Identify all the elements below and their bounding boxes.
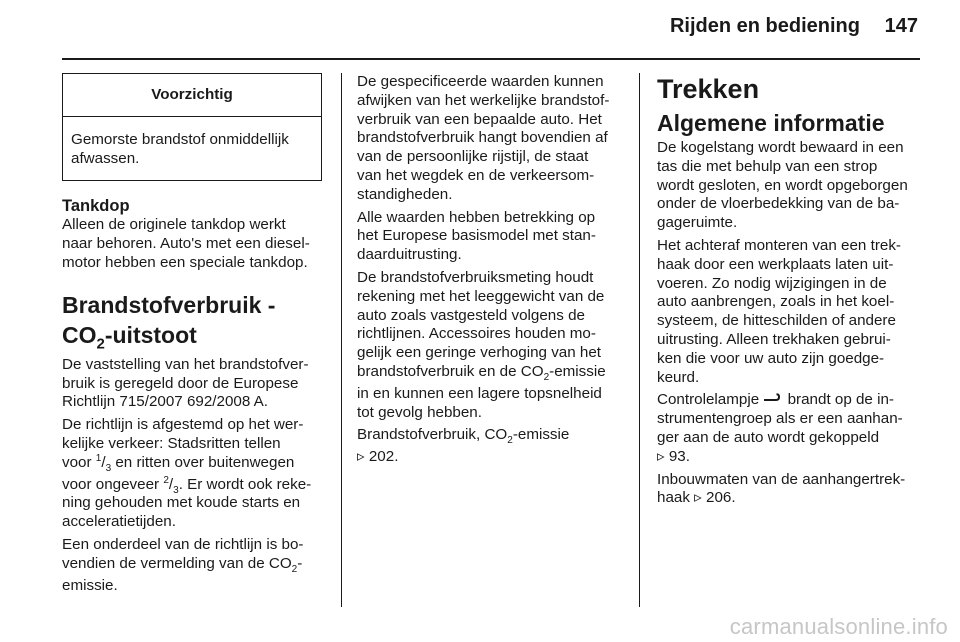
subsection-heading: Algemene informatie: [657, 110, 885, 136]
text-line: gageruimte.: [657, 214, 738, 232]
fraction-slash: /: [101, 453, 106, 471]
text-line: acceleratietijden.: [62, 513, 176, 531]
page-number: 147: [884, 15, 918, 37]
column-1: [62, 73, 326, 599]
paragraph: [657, 471, 923, 509]
paragraph: [657, 391, 923, 466]
frag: voor ongeveer: [62, 475, 164, 493]
text-line: tas die met behulp van een strop: [657, 157, 878, 175]
column-2: [357, 73, 625, 471]
frag: voor: [62, 453, 96, 471]
warning-line: Gemorste brandstof onmiddellijk: [71, 130, 289, 148]
text-line: Richtlijn 715/2007 692/2008 A.: [62, 393, 269, 411]
paragraph: [357, 73, 625, 205]
warning-box: [62, 73, 322, 181]
trailer-hitch-icon: [763, 391, 783, 410]
page-reference[interactable]: [657, 448, 923, 467]
fraction-slash: /: [168, 475, 174, 493]
fraction-num: 2: [163, 474, 169, 486]
text-line: emissie.: [62, 576, 118, 594]
frag: -emissie: [512, 426, 570, 444]
header-title: Rijden en bediening: [669, 15, 860, 37]
text-line: keurd.: [657, 368, 700, 386]
column-3: [657, 73, 923, 512]
reference-arrow-icon: ▹: [657, 447, 665, 465]
co2-paragraph-2: [62, 416, 326, 532]
subscript: 2: [543, 371, 550, 383]
text-line: Een onderdeel van de richtlijn is bo-: [62, 535, 304, 553]
co2-heading-line2: [62, 320, 326, 353]
text-line: [62, 454, 326, 473]
text-line: Alle waarden hebben betrekking op: [357, 208, 596, 226]
co2-heading-line1: Brandstofverbruik -: [62, 291, 276, 318]
text-line: afwijken van het werkelijke brandstof-: [357, 91, 610, 109]
section-heading: Trekken: [657, 74, 760, 104]
text-line: van de persoonlijke rijstijl, de staat: [357, 148, 589, 166]
text-line: van het wegdek en de verkeersom-: [357, 166, 595, 184]
text-line: Inbouwmaten van de aanhangertrek-: [657, 470, 906, 488]
text-line: [62, 476, 326, 495]
text-line: daarduitrusting.: [357, 246, 462, 264]
text-line: standigheden.: [357, 185, 453, 203]
text-line: [657, 391, 923, 410]
warning-body: [63, 117, 321, 181]
text-line: brandstofverbruik hangt bovendien af: [357, 129, 608, 147]
reference-arrow-icon: ▹: [357, 448, 365, 466]
reference-page: 206.: [706, 489, 736, 507]
column-divider-2: [639, 73, 640, 607]
frag: brandt op de in-: [783, 391, 894, 409]
reference-page: 202.: [368, 448, 399, 466]
reference-arrow-icon: ▹: [694, 489, 702, 507]
text-line: auto aanbrengen, zoals in het koel-: [657, 293, 895, 311]
text-line: auto zoals vastgesteld volgens de: [357, 306, 585, 324]
text-line: ken die voor uw auto zijn goedge-: [657, 349, 885, 367]
text-line: [357, 363, 625, 382]
text-line: haak door een werkplaats laten uit-: [657, 255, 894, 273]
fraction-den: 3: [105, 462, 112, 474]
paragraph: [657, 237, 923, 387]
text-line: richtlijnen. Accessoires houden mo-: [357, 325, 596, 343]
frag: . Er wordt ook reke-: [178, 475, 312, 493]
page-reference[interactable]: [657, 489, 923, 508]
heading-rest: -uitstoot: [104, 321, 197, 348]
paragraph: [657, 139, 923, 233]
text-line: ger aan de auto wordt gekoppeld: [657, 428, 880, 446]
text-line: het Europese basismodel met stan-: [357, 227, 596, 245]
text-line: De gespecificeerde waarden kunnen: [357, 73, 604, 90]
reference-page: 93.: [668, 447, 690, 465]
frag: -: [297, 554, 303, 572]
text-line: [62, 555, 326, 574]
text-line: verbruik van een bepaalde auto. Het: [357, 110, 602, 128]
text-line: Alleen de originele tankdop werkt: [62, 216, 286, 234]
co2-paragraph-1: [62, 356, 326, 412]
heading-co: CO: [62, 321, 97, 348]
warning-line: afwassen.: [71, 149, 140, 167]
text-line: De kogelstang wordt bewaard in een: [657, 139, 904, 156]
text-line: kelijke verkeer: Stadsritten tellen: [62, 434, 281, 452]
text-line: motor hebben een speciale tankdop.: [62, 253, 308, 271]
frag: -emissie: [549, 362, 606, 380]
text-line: in en kunnen een lagere topsnelheid: [357, 384, 602, 402]
text-line: De brandstofverbruiksmeting houdt: [357, 268, 594, 286]
tankdop-heading: Tankdop: [62, 197, 130, 216]
co2-heading: [62, 290, 326, 353]
warning-title: Voorzichtig: [63, 74, 321, 117]
header-rule: [62, 58, 920, 60]
watermark: carmanualsonline.info: [729, 614, 948, 639]
subscript: 2: [507, 435, 513, 447]
frag: Brandstofverbruik, CO: [357, 426, 508, 444]
cross-reference: [357, 426, 625, 467]
fraction-num: 1: [95, 452, 102, 464]
text-line: onder de vloerbedekking van de ba-: [657, 195, 900, 213]
text-line: naar behoren. Auto's met een diesel-: [62, 235, 310, 253]
frag: Controlelampje: [657, 391, 764, 409]
text-line: wordt gesloten, en wordt opgeborgen: [657, 176, 908, 194]
text-line: Het achteraf monteren van een trek-: [657, 236, 901, 254]
column-divider-1: [341, 73, 342, 607]
heading-sub: 2: [96, 335, 105, 353]
frag: vendien de vermelding van de CO: [62, 554, 292, 572]
text-line: tot gevolg hebben.: [357, 403, 482, 421]
text-line: gelijk een geringe verhoging van het: [357, 344, 602, 362]
text-line: voeren. Zo nodig wijzigingen in de: [657, 274, 887, 292]
text-line: strumentengroep als er een aanhan-: [657, 410, 903, 428]
text-line: rekening met het leeggewicht van de: [357, 287, 605, 305]
text-line: bruik is geregeld door de Europese: [62, 374, 299, 392]
text-line: uitrusting. Alleen trekhaken gebrui-: [657, 330, 891, 348]
page-reference[interactable]: [357, 448, 625, 467]
page-header: [0, 0, 960, 60]
paragraph: [357, 269, 625, 422]
frag: brandstofverbruik en de CO: [357, 362, 544, 380]
text-line: systeem, de hitteschilden of andere: [657, 312, 896, 330]
subscript: 2: [291, 563, 298, 575]
text-line: ning gehouden met koude starts en: [62, 494, 301, 512]
frag: en ritten over buitenwegen: [111, 453, 295, 471]
text-line: De richtlijn is afgestemd op het wer-: [62, 416, 304, 434]
co2-paragraph-3: [62, 536, 326, 595]
text-line: De vaststelling van het brandstofver-: [62, 355, 309, 373]
paragraph: [357, 209, 625, 265]
frag: haak: [657, 489, 695, 507]
text-line: [357, 426, 625, 445]
tankdop-text: [62, 216, 326, 272]
fraction-den: 3: [173, 484, 179, 496]
